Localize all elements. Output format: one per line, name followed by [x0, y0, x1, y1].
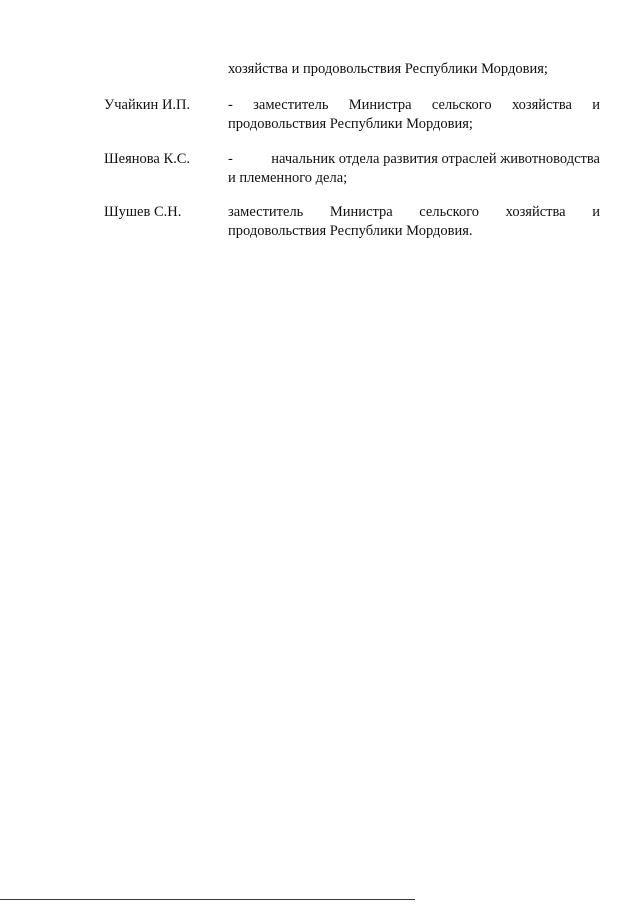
position-word: хозяйства: [511, 97, 572, 113]
dash: -: [228, 151, 233, 167]
member-name: Учайкин И.П.: [104, 97, 191, 113]
position-line: продовольствия Республики Мордовия.: [228, 223, 473, 239]
position-word: Министра: [329, 204, 393, 220]
member-name: Шеянова К.С.: [104, 151, 191, 167]
position-text: начальник отдела развития отраслей животноводства: [271, 151, 600, 167]
position-word: заместитель: [253, 97, 329, 113]
position-line: и племенного дела;: [228, 170, 348, 186]
position-line: продовольствия Республики Мордовия;: [228, 116, 473, 132]
position-word: заместитель: [228, 204, 304, 220]
position-line: [228, 150, 600, 169]
position-word: хозяйства: [505, 204, 566, 220]
position-word: сельского: [419, 204, 480, 220]
position-line: [228, 203, 600, 222]
dash: -: [228, 97, 233, 113]
footer-divider: [0, 899, 415, 900]
member-name: Шушев С.Н.: [104, 204, 182, 220]
member-position: [228, 96, 600, 134]
position-word: и: [592, 97, 600, 113]
position-word: и: [592, 204, 600, 220]
member-position: [228, 150, 600, 188]
position-word: сельского: [431, 97, 492, 113]
member-position: [228, 203, 600, 241]
position-line: [228, 96, 600, 115]
position-word: Министра: [348, 97, 412, 113]
continuation-line: хозяйства и продовольствия Республики Мордовия;: [228, 61, 548, 77]
